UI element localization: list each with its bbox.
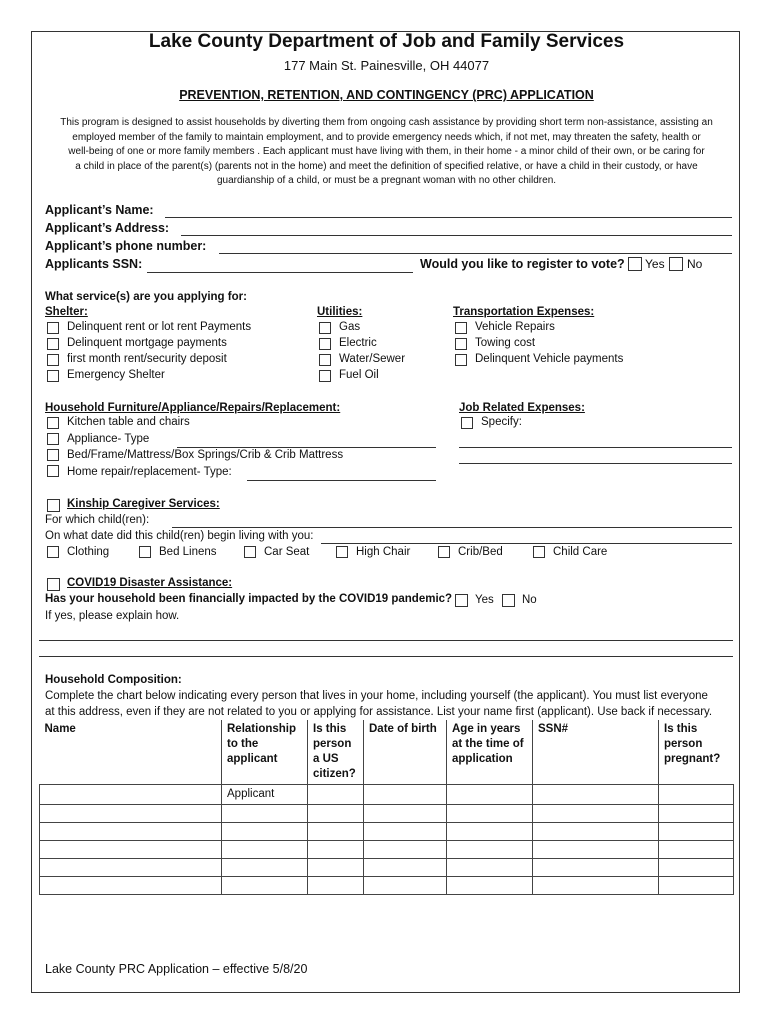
utilities-item-label: Gas (339, 321, 361, 333)
job-specify-field-2[interactable] (459, 463, 732, 464)
table-row (40, 823, 734, 841)
table-cell[interactable] (364, 805, 447, 823)
form-title: PREVENTION, RETENTION, AND CONTINGENCY (PRC) APPLICATION (179, 88, 594, 102)
col-age-header: Age in years at the time of application (447, 720, 533, 785)
intro-line: This program is designed to assist households by diverting them from ongoing cash assistance by providing short term non-assistance, assisting an (60, 117, 713, 128)
applicant-address-label: Applicant’s Address: (45, 221, 170, 235)
table-header-row (40, 720, 734, 785)
shelter-emergency-shelter-checkbox[interactable] (47, 370, 59, 382)
transport-vehicle-repairs-checkbox[interactable] (455, 322, 467, 334)
kinship-item-label: Child Care (553, 546, 608, 558)
table-row (40, 877, 734, 895)
table-cell[interactable] (533, 823, 659, 841)
vote-yes-checkbox[interactable] (628, 257, 642, 271)
job-specify-field-1[interactable] (459, 447, 732, 448)
applicant-phone-field[interactable] (219, 253, 732, 254)
table-cell[interactable] (364, 877, 447, 895)
kinship-date-label: On what date did this child(ren) begin living with you: (45, 530, 314, 542)
table-cell[interactable] (222, 859, 308, 877)
household-desc-line: Complete the chart below indicating every person that lives in your home, including yourself (the applicant). You must list everyone (45, 690, 708, 702)
table-cell[interactable] (364, 841, 447, 859)
kinship-item-label: High Chair (356, 546, 411, 558)
col-dob-header: Date of birth (364, 720, 447, 785)
shelter-title: Shelter: (45, 306, 88, 318)
kinship-date-field[interactable] (321, 543, 732, 544)
transport-towing-checkbox[interactable] (455, 338, 467, 350)
table-cell[interactable] (659, 859, 734, 877)
household-table (39, 720, 734, 895)
table-cell[interactable] (533, 841, 659, 859)
kinship-car-seat-checkbox[interactable] (244, 546, 256, 558)
kinship-which-child-label: For which child(ren): (45, 514, 150, 526)
utilities-title: Utilities: (317, 306, 363, 318)
table-cell[interactable] (447, 877, 533, 895)
col-ssn-header: SSN# (533, 720, 659, 785)
home-repair-type-field[interactable] (247, 480, 436, 481)
table-cell[interactable] (533, 859, 659, 877)
table-cell[interactable] (308, 877, 364, 895)
transport-delinquent-vehicle-checkbox[interactable] (455, 354, 467, 366)
table-row (40, 805, 734, 823)
table-cell[interactable] (40, 859, 222, 877)
table-cell[interactable] (308, 859, 364, 877)
furniture-kitchen-table-checkbox[interactable] (47, 417, 59, 429)
kinship-high-chair-checkbox[interactable] (336, 546, 348, 558)
furniture-item-label: Kitchen table and chairs (67, 416, 190, 428)
household-desc-line: at this address, even if they are not related to you or applying for assistance. List your name first (applicant). Use back if necessary. (45, 706, 713, 718)
footer-text: Lake County PRC Application – effective 5/8/20 (45, 962, 308, 976)
table-cell[interactable] (308, 785, 364, 805)
col-pregnant-header: Is this person pregnant? (659, 720, 734, 785)
table-cell[interactable] (659, 805, 734, 823)
register-vote-label: Would you like to register to vote? (420, 257, 625, 271)
table-cell[interactable] (222, 823, 308, 841)
table-cell[interactable] (364, 823, 447, 841)
table-cell[interactable] (447, 785, 533, 805)
table-cell[interactable] (40, 785, 222, 805)
utilities-electric-checkbox[interactable] (319, 338, 331, 350)
kinship-child-care-checkbox[interactable] (533, 546, 545, 558)
household-title: Household Composition: (45, 674, 182, 686)
covid-yes-checkbox[interactable] (455, 594, 468, 607)
table-cell[interactable] (40, 823, 222, 841)
shelter-first-month-rent-checkbox[interactable] (47, 354, 59, 366)
col-name-header: Name (40, 720, 222, 785)
job-specify-label: Specify: (481, 416, 522, 428)
table-cell[interactable] (533, 785, 659, 805)
applicant-ssn-label: Applicants SSN: (45, 257, 143, 271)
table-cell[interactable] (659, 877, 734, 895)
vote-no-label: No (687, 257, 703, 271)
kinship-item-label: Bed Linens (159, 546, 217, 558)
shelter-item-label: Delinquent rent or lot rent Payments (67, 321, 252, 333)
applicant-phone-label: Applicant’s phone number: (45, 239, 207, 253)
page-title: Lake County Department of Job and Family Services (148, 31, 625, 52)
application-form (31, 31, 740, 993)
intro-line: a child in place of the parent(s) (parents not in the home) and meet the definition of specified relative, or have a child in their custody, or have (75, 160, 698, 172)
table-row (40, 785, 734, 805)
covid-question: Has your household been financially impacted by the COVID19 pandemic? (45, 593, 453, 605)
intro-line: well-being of one or more family members . Each applicant must have living with them, in their home - a minor child of their own, or be caring for (68, 146, 705, 158)
table-cell[interactable] (40, 805, 222, 823)
table-cell[interactable] (308, 841, 364, 859)
utilities-item-label: Fuel Oil (339, 369, 379, 381)
table-cell[interactable] (533, 877, 659, 895)
utilities-fuel-oil-checkbox[interactable] (319, 370, 331, 382)
furniture-item-label: Home repair/replacement- Type: (67, 466, 232, 478)
appliance-type-field[interactable] (177, 447, 436, 448)
office-address: 177 Main St. Painesville, OH 44077 (283, 58, 490, 73)
kinship-item-label: Crib/Bed (458, 546, 503, 558)
vote-no-checkbox[interactable] (669, 257, 683, 271)
shelter-item-label: Delinquent mortgage payments (67, 337, 227, 349)
intro-line: employed member of the family to maintain employment, and to provide emergency needs which, if not met, may threaten the safety, health or (72, 131, 701, 143)
vote-yes-label: Yes (645, 257, 665, 271)
table-cell[interactable] (40, 841, 222, 859)
table-cell[interactable] (222, 877, 308, 895)
applicant-address-field[interactable] (181, 235, 732, 236)
transport-item-label: Towing cost (475, 337, 536, 349)
kinship-clothing-checkbox[interactable] (47, 546, 59, 558)
job-expenses-checkbox[interactable] (461, 417, 473, 429)
shelter-delinquent-rent-checkbox[interactable] (47, 322, 59, 334)
shelter-delinquent-mortgage-checkbox[interactable] (47, 338, 59, 350)
table-row (40, 841, 734, 859)
table-cell[interactable] (447, 823, 533, 841)
kinship-title: Kinship Caregiver Services: (67, 498, 220, 510)
furniture-appliance-checkbox[interactable] (47, 433, 59, 445)
covid-yes-label: Yes (475, 594, 494, 606)
kinship-item-label: Car Seat (264, 546, 310, 558)
furniture-title: Household Furniture/Appliance/Repairs/Replacement: (45, 402, 341, 414)
table-cell[interactable] (447, 805, 533, 823)
kinship-bed-linens-checkbox[interactable] (139, 546, 151, 558)
shelter-item-label: first month rent/security deposit (67, 353, 227, 365)
covid-checkbox[interactable] (47, 578, 60, 591)
applicant-relationship-cell: Applicant (222, 785, 308, 805)
table-cell[interactable] (364, 785, 447, 805)
kinship-item-label: Clothing (67, 546, 110, 558)
col-citizen-header: Is this person a US citizen? (308, 720, 364, 785)
table-cell[interactable] (364, 859, 447, 877)
covid-explain-field-2[interactable] (39, 656, 733, 657)
table-row (40, 859, 734, 877)
table-cell[interactable] (659, 841, 734, 859)
utilities-water-sewer-checkbox[interactable] (319, 354, 331, 366)
col-relationship-header: Relationship to the applicant (222, 720, 308, 785)
covid-no-checkbox[interactable] (502, 594, 515, 607)
table-cell[interactable] (447, 859, 533, 877)
furniture-item-label: Bed/Frame/Mattress/Box Springs/Crib & Crib Mattress (67, 449, 344, 461)
kinship-crib-bed-checkbox[interactable] (438, 546, 450, 558)
utilities-item-label: Electric (339, 337, 377, 349)
table-cell[interactable] (222, 841, 308, 859)
transportation-title: Transportation Expenses: (453, 306, 595, 318)
applicant-ssn-field[interactable] (147, 272, 413, 273)
job-expenses-title: Job Related Expenses: (459, 402, 585, 414)
table-cell[interactable] (659, 823, 734, 841)
covid-explain-field-1[interactable] (39, 640, 733, 641)
services-heading: What service(s) are you applying for: (45, 291, 247, 303)
shelter-item-label: Emergency Shelter (67, 369, 165, 381)
intro-line: guardianship of a child, or must be a pregnant woman with no other children. (216, 175, 557, 187)
furniture-bed-checkbox[interactable] (47, 449, 59, 461)
table-cell[interactable] (533, 805, 659, 823)
applicant-name-field[interactable] (165, 217, 732, 218)
applicant-name-label: Applicant’s Name: (45, 203, 154, 217)
kinship-which-child-field[interactable] (172, 527, 732, 528)
utilities-item-label: Water/Sewer (339, 353, 406, 365)
covid-explain-label: If yes, please explain how. (45, 610, 180, 622)
table-cell[interactable] (40, 877, 222, 895)
transport-item-label: Delinquent Vehicle payments (475, 353, 624, 365)
utilities-gas-checkbox[interactable] (319, 322, 331, 334)
covid-no-label: No (522, 594, 537, 606)
table-cell[interactable] (222, 805, 308, 823)
intro-paragraph (32, 116, 741, 189)
kinship-checkbox[interactable] (47, 499, 60, 512)
furniture-item-label: Appliance- Type (67, 433, 150, 445)
covid-title: COVID19 Disaster Assistance: (67, 577, 233, 589)
table-cell[interactable] (308, 823, 364, 841)
table-cell[interactable] (308, 805, 364, 823)
table-cell[interactable] (659, 785, 734, 805)
transport-item-label: Vehicle Repairs (475, 321, 555, 333)
table-cell[interactable] (447, 841, 533, 859)
furniture-home-repair-checkbox[interactable] (47, 465, 59, 477)
